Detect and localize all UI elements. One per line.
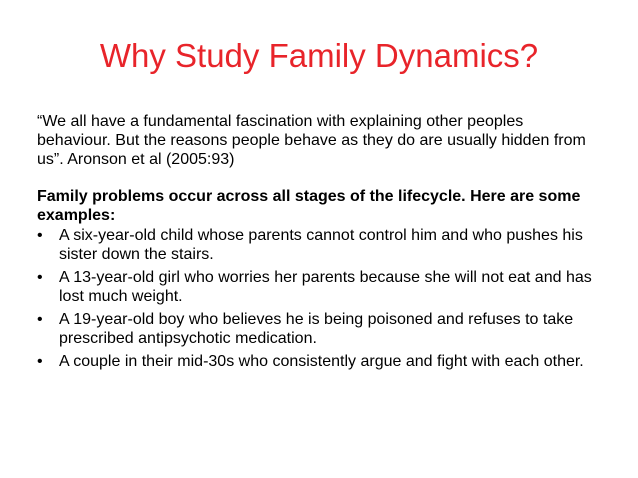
list-item [37, 352, 601, 371]
slide-title: Why Study Family Dynamics? [99, 37, 539, 74]
list-item-text: A six-year-old child whose parents cannot control him and who pushes his sister down the stairs. [59, 227, 583, 263]
bullet-icon: • [37, 269, 43, 286]
list-item-text: A 19-year-old boy who believes he is being poisoned and refuses to take prescribed antipsychotic medication. [59, 311, 574, 347]
slide-body [37, 112, 601, 375]
bullet-icon: • [37, 227, 43, 244]
list-item [37, 226, 601, 264]
example-list [37, 226, 601, 371]
intro-heading: Family problems occur across all stages of the lifecycle. Here are some examples: [37, 188, 581, 224]
list-item-text: A 13-year-old girl who worries her parents because she will not eat and has lost much weight. [59, 269, 592, 305]
quote-paragraph: “We all have a fundamental fascination with explaining other peoples behaviour. But the reasons people behave as they do are usually hidden from us”. Aronson et al (2005:93) [37, 113, 586, 168]
bullet-icon: • [37, 311, 43, 328]
list-item-text: A couple in their mid-30s who consistently argue and fight with each other. [59, 353, 584, 370]
list-item [37, 268, 601, 306]
bullet-icon: • [37, 353, 43, 370]
list-item [37, 310, 601, 348]
